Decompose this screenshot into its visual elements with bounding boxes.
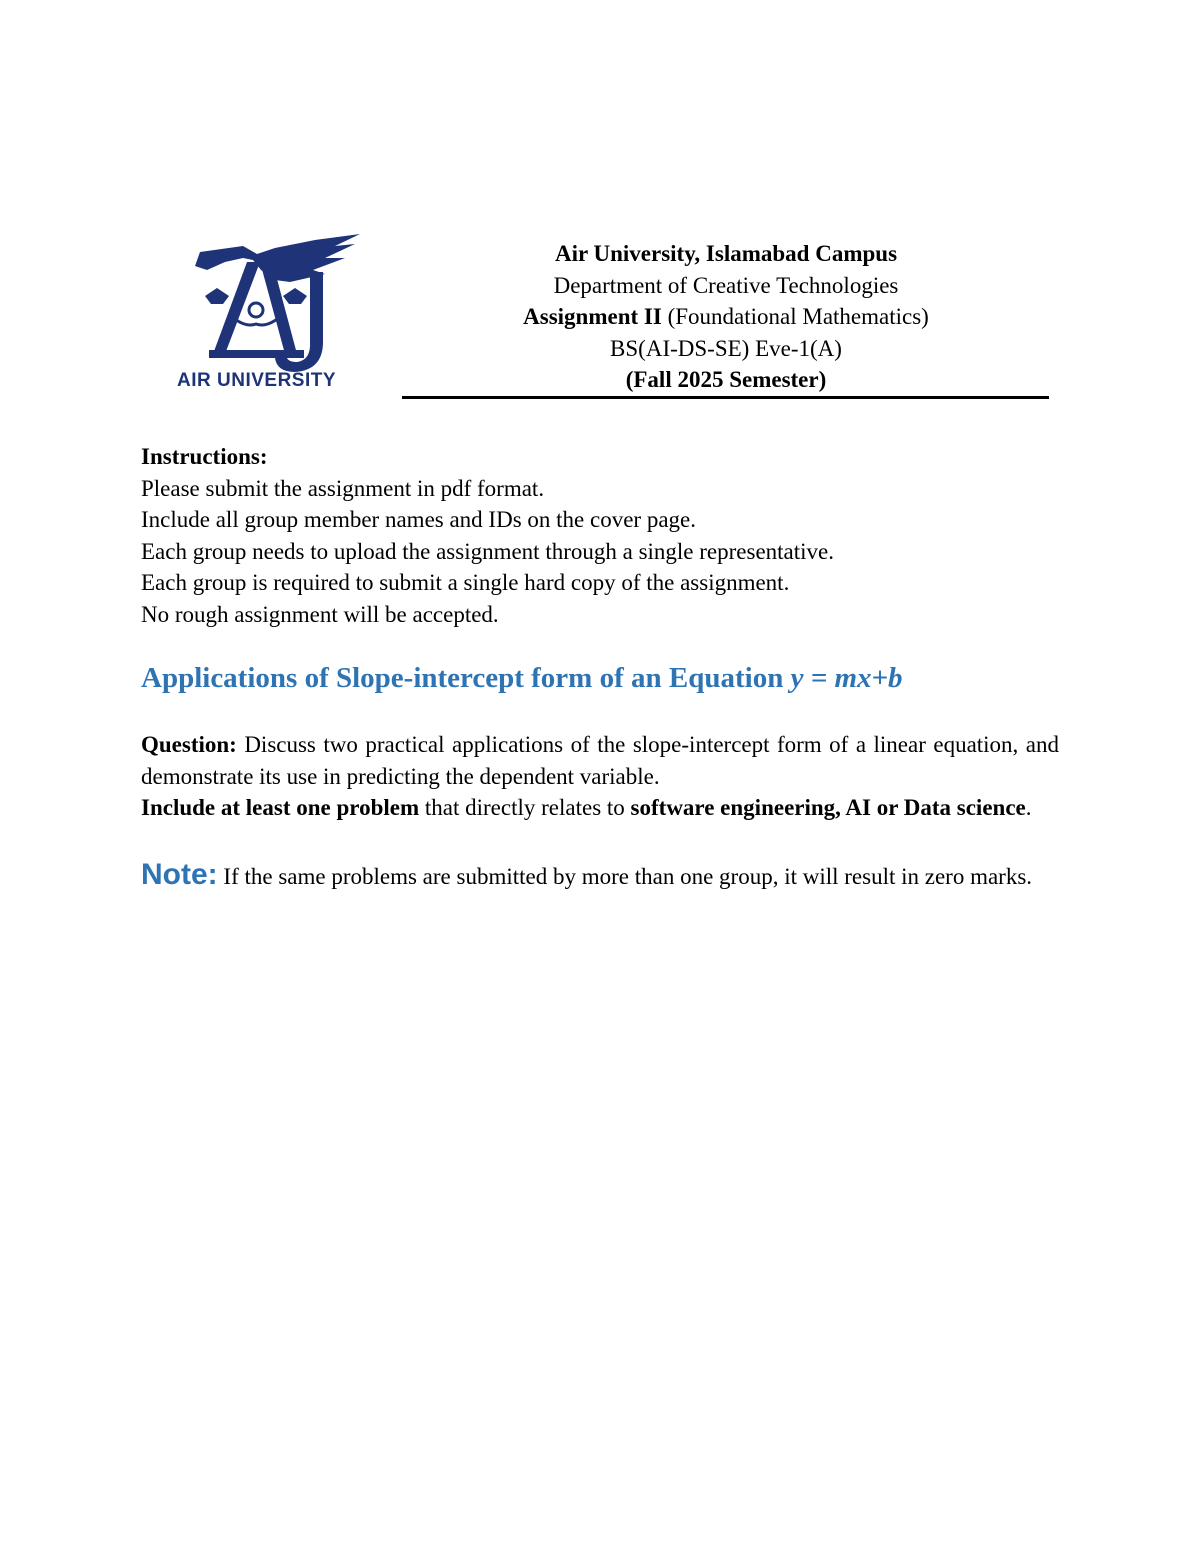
section-title-text: Applications of Slope-intercept form of an Equation [141,662,791,694]
logo-wordmark: AIR UNIVERSITY [177,370,337,391]
question-block [141,729,1059,824]
semester-label: (Fall 2025 Semester) [625,367,827,392]
eagle-logo-icon [165,232,365,392]
program-name: BS(AI-DS-SE) Eve-1(A) [610,335,842,361]
requirement-bold: Include at least one problem [141,795,420,820]
assignment-label: Assignment II [523,304,662,329]
requirement-topics: software engineering, AI or Data science [630,795,1026,820]
question-requirement [141,792,1059,824]
instruction-item: Please submit the assignment in pdf format. [141,475,545,501]
question-paragraph [141,729,1059,792]
assignment-subject: (Foundational Mathematics) [661,304,929,329]
note-text: If the same problems are submitted by more than one group, it will result in zero marks. [217,864,1033,889]
document-header [403,238,1049,396]
instructions-heading: Instructions: [141,444,268,469]
university-logo [165,232,365,392]
requirement-mid: that directly relates to [419,795,631,820]
department-name: Department of Creative Technologies [553,272,899,298]
university-name: Air University, Islamabad Campus [554,241,898,266]
requirement-end: . [1025,795,1032,820]
question-text: Discuss two practical applications of the slope-intercept form of a linear equation, and demonstrate its use in predicting the dependent variable. [141,732,1059,789]
instruction-item: Include all group member names and IDs on the cover page. [141,507,696,532]
instructions-section [141,441,1061,630]
section-title-equation: y = mx+b [790,662,903,694]
section-title [141,660,1061,696]
header-divider [402,396,1049,399]
instruction-item: Each group is required to submit a single hard copy of the assignment. [141,570,790,595]
assignment-title [403,301,1049,333]
question-label: Question: [141,732,237,757]
note-label: Note: [141,858,218,891]
instruction-item: No rough assignment will be accepted. [141,601,499,627]
note-block [141,858,1059,893]
instruction-item: Each group needs to upload the assignment through a single representative. [141,538,834,564]
